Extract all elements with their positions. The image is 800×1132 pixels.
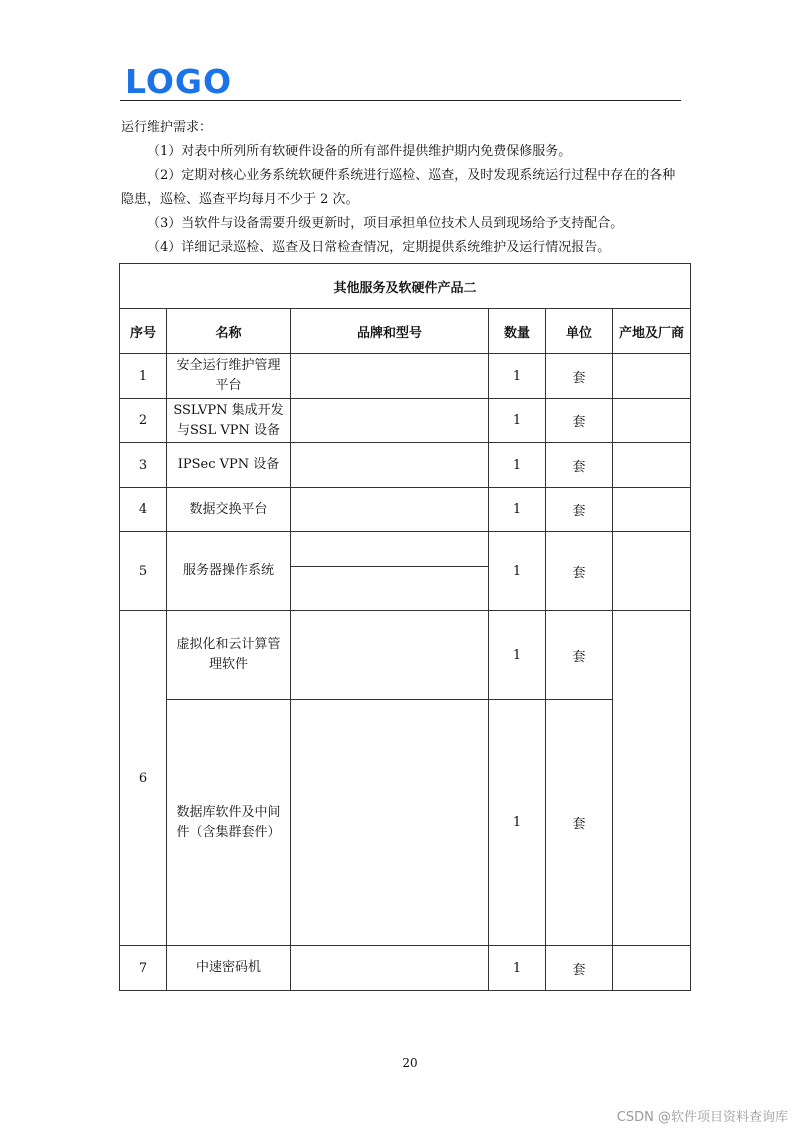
page-number: 20 xyxy=(402,1056,418,1070)
table-row xyxy=(120,532,691,567)
requirement-item-4: （4）详细记录巡检、巡查及日常检查情况，定期提供系统维护及运行情况报告。 xyxy=(147,240,611,255)
header-name: 名称 xyxy=(167,309,291,354)
row-unit: 套 xyxy=(546,488,613,532)
header-no: 序号 xyxy=(120,309,167,354)
row-qty: 1 xyxy=(489,354,546,399)
row-qty: 1 xyxy=(489,488,546,532)
row-unit: 套 xyxy=(546,399,613,443)
table-header-row xyxy=(120,309,691,354)
row-origin xyxy=(613,443,691,488)
row-name: SSLVPN 集成开发与SSL VPN 设备 xyxy=(167,399,291,443)
row-unit: 套 xyxy=(546,700,613,946)
row-no: 3 xyxy=(120,443,167,488)
table-row xyxy=(120,443,691,488)
header-origin: 产地及厂商 xyxy=(613,309,691,354)
row-qty: 1 xyxy=(489,532,546,611)
table-row xyxy=(120,946,691,991)
row-name: 数据交换平台 xyxy=(167,488,291,532)
row-brand-model xyxy=(291,700,489,946)
requirement-item-2: （2）定期对核心业务系统软硬件系统进行巡检、巡查，及时发现系统运行过程中存在的各种隐患，巡检、巡查平均每月不少于 2 次。 xyxy=(121,168,676,207)
row-no: 4 xyxy=(120,488,167,532)
row-brand-model xyxy=(291,946,489,991)
row-brand-model xyxy=(291,443,489,488)
requirements-section xyxy=(121,116,687,260)
table-subrow xyxy=(120,700,691,946)
row-qty: 1 xyxy=(489,443,546,488)
row-origin xyxy=(613,946,691,991)
row-no: 7 xyxy=(120,946,167,991)
row-name: 虚拟化和云计算管理软件 xyxy=(167,611,291,700)
row-name: 服务器操作系统 xyxy=(167,532,291,611)
watermark: CSDN @软件项目资料查询库 xyxy=(616,1110,788,1125)
row-unit: 套 xyxy=(546,532,613,611)
row-origin xyxy=(613,354,691,399)
table-row xyxy=(120,399,691,443)
product-table xyxy=(119,263,691,991)
header-qty: 数量 xyxy=(489,309,546,354)
row-qty: 1 xyxy=(489,611,546,700)
row-brand-model xyxy=(291,567,489,611)
row-qty: 1 xyxy=(489,946,546,991)
row-unit: 套 xyxy=(546,946,613,991)
row-qty: 1 xyxy=(489,700,546,946)
row-name: 中速密码机 xyxy=(167,946,291,991)
header-unit: 单位 xyxy=(546,309,613,354)
table-row xyxy=(120,488,691,532)
row-no: 5 xyxy=(120,532,167,611)
header-rule xyxy=(120,100,681,101)
row-qty: 1 xyxy=(489,399,546,443)
requirements-heading: 运行维护需求： xyxy=(121,120,213,135)
row-brand-model xyxy=(291,611,489,700)
row-brand-model xyxy=(291,488,489,532)
table-row xyxy=(120,354,691,399)
row-origin xyxy=(613,611,691,946)
row-brand-model xyxy=(291,354,489,399)
row-brand-model xyxy=(291,532,489,567)
row-unit: 套 xyxy=(546,354,613,399)
header-brand-model: 品牌和型号 xyxy=(291,309,489,354)
row-origin xyxy=(613,532,691,611)
table-row xyxy=(120,611,691,700)
logo: LOGO xyxy=(125,62,233,101)
row-origin xyxy=(613,488,691,532)
row-unit: 套 xyxy=(546,443,613,488)
row-origin xyxy=(613,399,691,443)
row-name: IPSec VPN 设备 xyxy=(167,443,291,488)
row-name: 安全运行维护管理平台 xyxy=(167,354,291,399)
table-title: 其他服务及软硬件产品二 xyxy=(120,264,691,309)
row-brand-model xyxy=(291,399,489,443)
row-no: 6 xyxy=(120,611,167,946)
requirement-item-3: （3）当软件与设备需要升级更新时，项目承担单位技术人员到现场给予支持配合。 xyxy=(147,216,624,231)
row-no: 1 xyxy=(120,354,167,399)
row-name: 数据库软件及中间件（含集群套件） xyxy=(167,700,291,946)
row-unit: 套 xyxy=(546,611,613,700)
row-no: 2 xyxy=(120,399,167,443)
requirement-item-1: （1）对表中所列所有软硬件设备的所有部件提供维护期内免费保修服务。 xyxy=(147,144,572,159)
